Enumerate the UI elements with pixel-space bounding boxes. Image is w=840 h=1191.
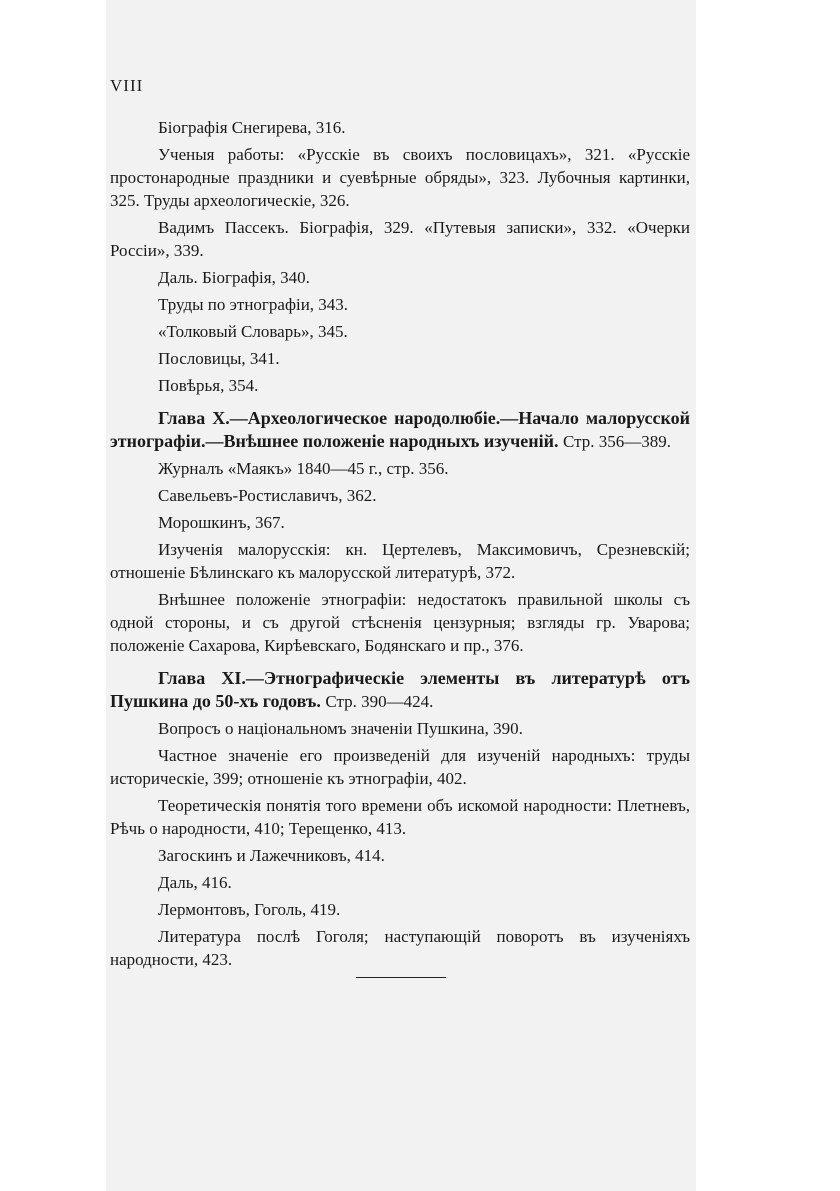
- page-number: VIII: [110, 76, 144, 95]
- toc-entry: Внѣшнее положеніе этнографіи: недостатокъ правильной школы съ одной стороны, и съ другой стѣсненія цензурныя; взгляды гр. Уварова; положеніе Сахарова, Кирѣевскаго, Бодянскаго и пр., 376.: [110, 590, 690, 655]
- toc-entry: Пословицы, 341.: [158, 349, 280, 368]
- toc-entry: Савельевъ-Ростиславичъ, 362.: [158, 486, 377, 505]
- chapter-10-title: Глава X.—Археологическое народолюбіе.—Начало малорусской этнографіи.—Внѣшнее положеніе народныхъ изученій.: [110, 408, 690, 451]
- chapter-11-heading: [110, 667, 690, 713]
- toc-entry: Біографія Снегирева, 316.: [158, 118, 346, 137]
- toc-entry: Вадимъ Пассекъ. Біографія, 329. «Путевыя записки», 332. «Очерки Россіи», 339.: [110, 218, 690, 260]
- chapter-11-title: Глава XI.—Этнографическіе элементы въ литературѣ отъ Пушкина до 50-хъ годовъ.: [110, 668, 690, 711]
- table-of-contents: [110, 116, 690, 975]
- toc-entry: Повѣрья, 354.: [158, 376, 259, 395]
- toc-entry: «Толковый Словарь», 345.: [158, 322, 348, 341]
- chapter-10-pages: Стр. 356—389.: [563, 432, 672, 451]
- toc-entry: Ученыя работы: «Русскіе въ своихъ пословицахъ», 321. «Русскіе простонародные праздники и суевѣрные обряды», 323. Лубочныя картинки, 325. Труды археологическіе, 326.: [110, 145, 690, 210]
- toc-entry: Литература послѣ Гоголя; наступающій поворотъ въ изученіяхъ народности, 423.: [110, 927, 690, 969]
- toc-entry: Загоскинъ и Лажечниковъ, 414.: [158, 846, 385, 865]
- toc-entry: Труды по этнографіи, 343.: [158, 295, 349, 314]
- chapter-11-pages: Стр. 390—424.: [325, 692, 434, 711]
- toc-entry: Журналъ «Маякъ» 1840—45 г., стр. 356.: [158, 459, 449, 478]
- toc-entry: Даль, 416.: [158, 873, 232, 892]
- toc-entry: Теоретическія понятія того времени объ искомой народности: Плетневъ, Рѣчь о народности, 410; Терещенко, 413.: [110, 796, 690, 838]
- toc-entry: Частное значеніе его произведеній для изученій народныхъ: труды историческіе, 399; отношеніе къ этнографіи, 402.: [110, 746, 690, 788]
- toc-entry: Даль. Біографія, 340.: [158, 268, 310, 287]
- toc-entry: Лермонтовъ, Гоголь, 419.: [158, 900, 341, 919]
- toc-entry: Морошкинъ, 367.: [158, 513, 285, 532]
- closing-rule: [356, 977, 446, 978]
- chapter-10-heading: [110, 407, 690, 453]
- toc-entry: Изученія малорусскія: кн. Цертелевъ, Максимовичъ, Срезневскій; отношеніе Бѣлинскаго къ малорусской литературѣ, 372.: [110, 540, 690, 582]
- toc-entry: Вопросъ о національномъ значеніи Пушкина, 390.: [158, 719, 523, 738]
